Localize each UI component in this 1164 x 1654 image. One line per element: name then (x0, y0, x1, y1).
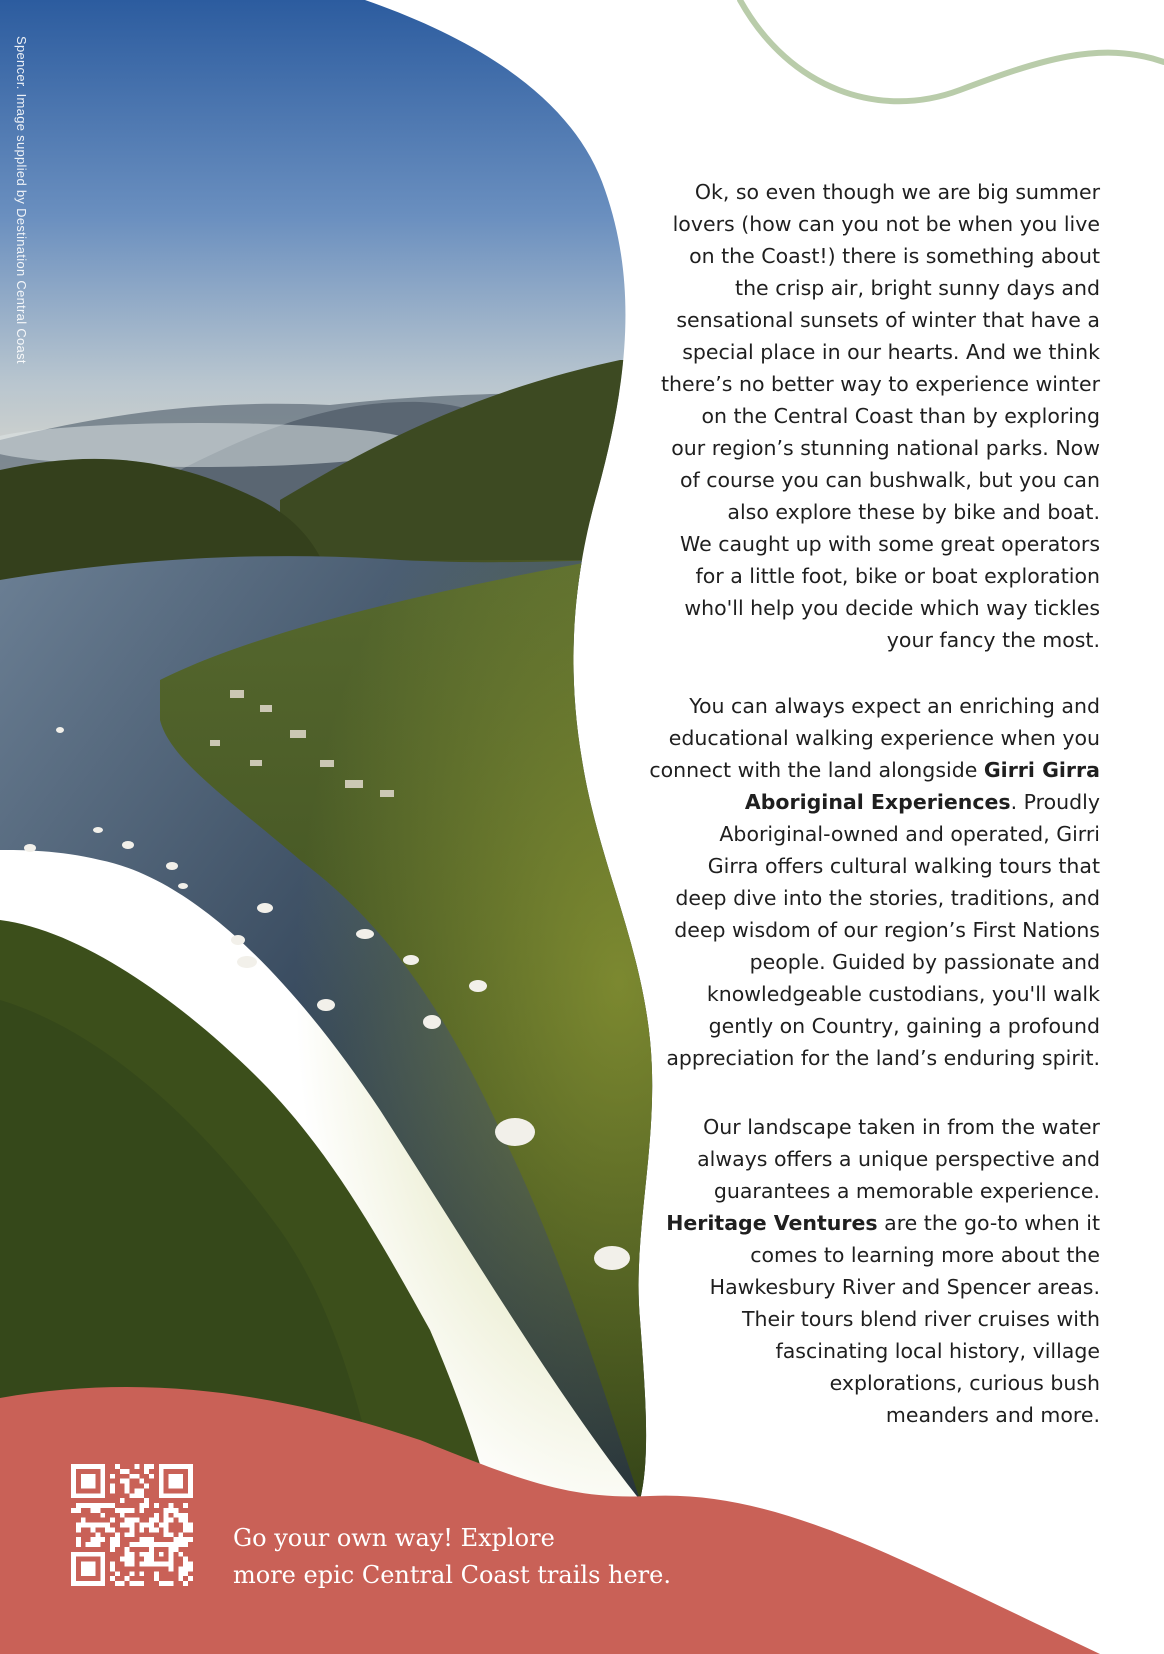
text-line: special place in our hearts. And we think (682, 340, 1100, 364)
text-line: fascinating local history, village (775, 1339, 1100, 1363)
text-line: Heritage Ventures are the go-to when it (666, 1211, 1100, 1235)
text-line: people. Guided by passionate and (749, 950, 1100, 974)
operator-name-aboriginal-experiences: Aboriginal Experiences (744, 790, 1011, 814)
text-line: Their tours blend river cruises with (742, 1307, 1100, 1331)
text-line: gently on Country, gaining a profound (708, 1014, 1100, 1038)
operator-name-girri-girra: Girri Girra (983, 758, 1100, 782)
text-line: comes to learning more about the (750, 1243, 1100, 1267)
text-line: sensational sunsets of winter that have a (676, 308, 1100, 332)
text-line: on the Coast!) there is something about (689, 244, 1100, 268)
text-line: also explore these by bike and boat. (727, 500, 1100, 524)
text-line: your fancy the most. (886, 628, 1100, 652)
text-line: Hawkesbury River and Spencer areas. (709, 1275, 1100, 1299)
photo-credit: Spencer. Image supplied by Destination Central Coast (14, 36, 29, 364)
text-line: connect with the land alongside Girri Girra (649, 758, 1100, 782)
text-line: We caught up with some great operators (680, 532, 1100, 556)
text-line: there’s no better way to experience winter (661, 372, 1100, 396)
text-line: Aboriginal Experiences. Proudly (744, 790, 1100, 814)
text-line: of course you can bushwalk, but you can (679, 468, 1100, 492)
text-line: who'll help you decide which way tickles (684, 596, 1100, 620)
text-line: the crisp air, bright sunny days and (735, 276, 1100, 300)
text-line: knowledgeable custodians, you'll walk (706, 982, 1100, 1006)
cta-line: Go your own way! Explore (233, 1524, 555, 1552)
cta-line: more epic Central Coast trails here. (233, 1561, 671, 1589)
text-line: Aboriginal-owned and operated, Girri (719, 822, 1100, 846)
decorative-wave (740, 0, 1164, 101)
qr-code[interactable] (71, 1464, 193, 1586)
text-line: for a little foot, bike or boat exploration (695, 564, 1100, 588)
text-line: educational walking experience when you (668, 726, 1100, 750)
text-line: guarantees a memorable experience. (713, 1179, 1100, 1203)
text-line: always offers a unique perspective and (697, 1147, 1100, 1171)
text-line: meanders and more. (885, 1403, 1100, 1427)
text-line: lovers (how can you not be when you live (672, 212, 1100, 236)
text-line: Our landscape taken in from the water (703, 1115, 1100, 1139)
text-line: You can always expect an enriching and (689, 694, 1100, 718)
girri-girra-paragraph (640, 690, 1100, 1074)
text-line: explorations, curious bush (829, 1371, 1100, 1395)
heritage-ventures-paragraph (640, 1111, 1100, 1431)
text-line: on the Central Coast than by exploring (701, 404, 1100, 428)
intro-paragraph (640, 176, 1100, 656)
text-line: Ok, so even though we are big summer (694, 180, 1100, 204)
text-line: deep dive into the stories, traditions, and (675, 886, 1100, 910)
call-to-action[interactable] (233, 1520, 671, 1594)
text-line: our region’s stunning national parks. Now (671, 436, 1100, 460)
text-line: deep wisdom of our region’s First Nations (674, 918, 1100, 942)
text-line: appreciation for the land’s enduring spirit. (666, 1046, 1100, 1070)
text-line: Girra offers cultural walking tours that (707, 854, 1100, 878)
operator-name-heritage-ventures: Heritage Ventures (666, 1211, 878, 1235)
